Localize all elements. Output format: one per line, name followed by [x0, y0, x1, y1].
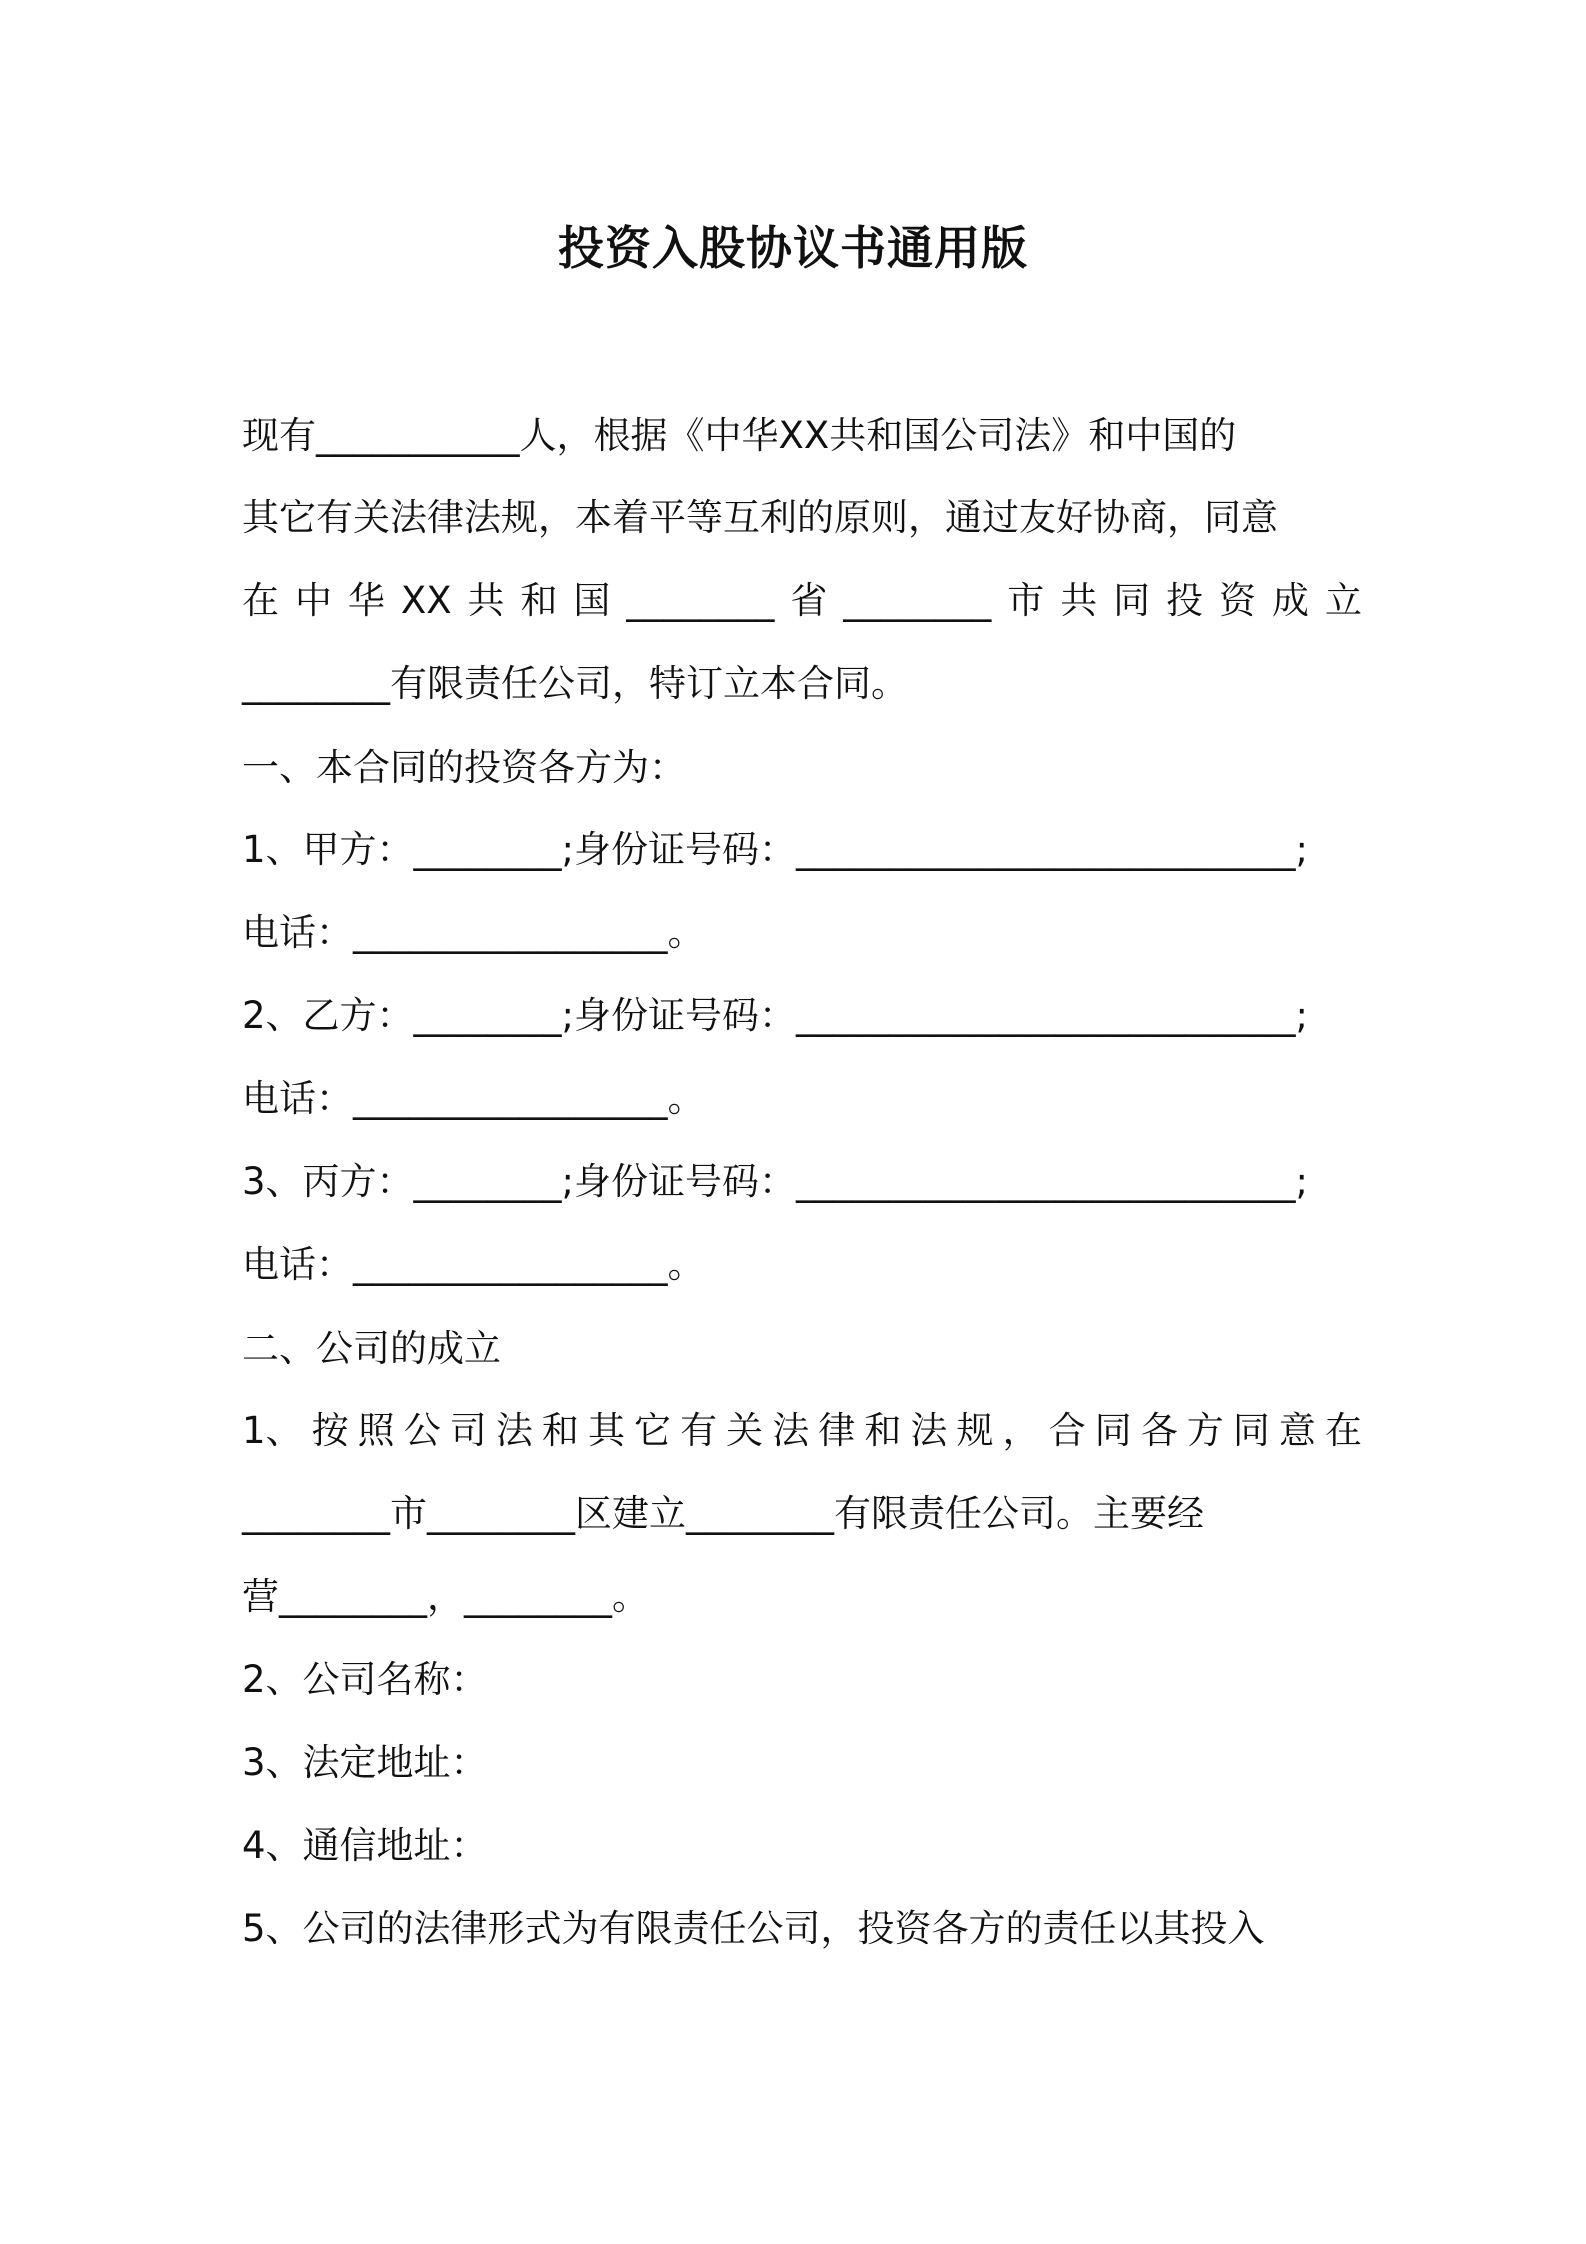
party-line: 2、乙方：________;身份证号码：___________________________;	[242, 994, 1308, 1037]
text-segment: 其	[587, 1409, 625, 1452]
text-segment: 同	[1094, 1409, 1132, 1452]
paragraph-line-justified	[242, 573, 1362, 629]
text-segment: 1、	[242, 1409, 303, 1452]
paragraph-line: 其它有关法律法规，本着平等互利的原则，通过友好协商，同意	[242, 496, 1278, 539]
phone-line: 电话：_________________。	[242, 1077, 705, 1120]
text-segment: 法	[495, 1409, 533, 1452]
text-segment: 资	[1219, 579, 1257, 622]
clause-line: 3、法定地址：	[242, 1741, 488, 1784]
text-segment: 它	[634, 1409, 672, 1452]
text-segment: 省	[790, 579, 828, 622]
party-line: 1、甲方：________;身份证号码：___________________________;	[242, 828, 1308, 871]
text-segment: 中	[294, 579, 332, 622]
text-segment: 按	[311, 1409, 349, 1452]
text-segment: 意	[1278, 1409, 1316, 1452]
text-segment: 规	[956, 1409, 994, 1452]
clause-line: 2、公司名称：	[242, 1658, 488, 1701]
text-segment: 关	[726, 1409, 764, 1452]
blank-field: ________	[626, 579, 775, 622]
text-segment: 照	[357, 1409, 395, 1452]
paragraph-line: 现有___________人，根据《中华XX共和国公司法》和中国的	[242, 414, 1237, 457]
text-segment: 法	[772, 1409, 810, 1452]
text-segment: 在	[1324, 1409, 1362, 1452]
phone-line: 电话：_________________。	[242, 911, 705, 954]
text-segment: 有	[680, 1409, 718, 1452]
text-segment: 律	[818, 1409, 856, 1452]
paragraph-line: 营________，________。	[242, 1575, 649, 1618]
section-heading: 二、公司的成立	[242, 1327, 501, 1370]
party-line: 3、丙方：________;身份证号码：___________________________;	[242, 1160, 1308, 1203]
text-segment: 立	[1324, 579, 1362, 622]
text-segment: 同	[1232, 1409, 1270, 1452]
text-segment: 各	[1140, 1409, 1178, 1452]
clause-line: 5、公司的法律形式为有限责任公司，投资各方的责任以其投入	[242, 1907, 1265, 1950]
text-segment: ，	[1002, 1409, 1040, 1452]
text-segment: 共	[1060, 579, 1098, 622]
text-segment: 同	[1113, 579, 1151, 622]
text-segment: 投	[1166, 579, 1204, 622]
section-heading: 一、本合同的投资各方为：	[242, 746, 686, 789]
text-segment: XX	[400, 579, 452, 622]
text-segment: 方	[1186, 1409, 1224, 1452]
text-segment: 和	[541, 1409, 579, 1452]
text-segment: 合	[1048, 1409, 1086, 1452]
paragraph-line-justified	[242, 1403, 1362, 1459]
paragraph-line: ________市________区建立________有限责任公司。主要经	[242, 1492, 1204, 1535]
phone-line: 电话：_________________。	[242, 1243, 705, 1286]
text-segment: 法	[910, 1409, 948, 1452]
document-title: 投资入股协议书通用版	[558, 221, 1028, 275]
clause-line: 4、通信地址：	[242, 1824, 488, 1867]
paragraph-line: ________有限责任公司，特订立本合同。	[242, 662, 908, 705]
text-segment: 市	[1007, 579, 1045, 622]
text-segment: 国	[573, 579, 611, 622]
text-segment: 和	[520, 579, 558, 622]
text-segment: 成	[1272, 579, 1309, 622]
text-segment: 司	[449, 1409, 487, 1452]
text-segment: 华	[347, 579, 385, 622]
text-segment: 在	[242, 579, 279, 622]
text-segment: 和	[864, 1409, 902, 1452]
text-segment: 公	[403, 1409, 441, 1452]
text-segment: 共	[467, 579, 505, 622]
blank-field: ________	[843, 579, 992, 622]
